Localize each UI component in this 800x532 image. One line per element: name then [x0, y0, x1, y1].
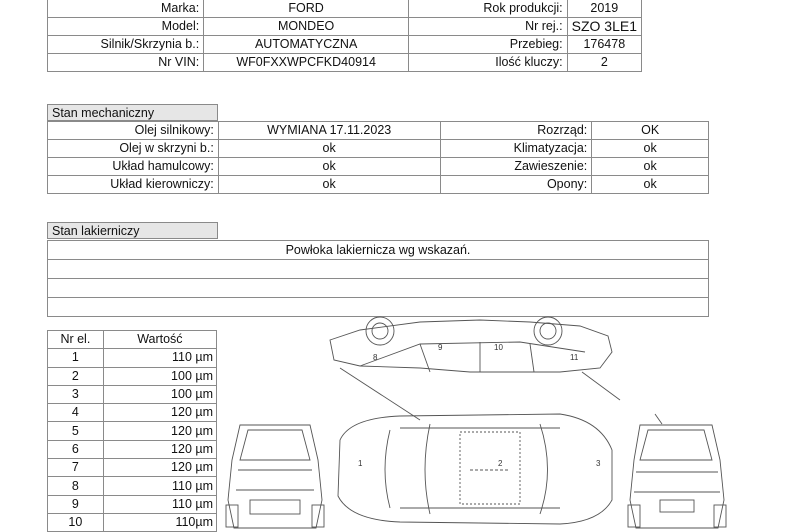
mech-value: ok — [592, 176, 709, 194]
paint-note: Powłoka lakiernicza wg wskazań. — [48, 241, 709, 260]
thickness-value: 110 µm — [103, 495, 216, 513]
engine-label: Silnik/Skrzynia b.: — [48, 36, 204, 54]
element-number: 8 — [48, 477, 104, 495]
mech-label: Olej silnikowy: — [48, 122, 219, 140]
mech-label: Opony: — [440, 176, 592, 194]
mech-label: Rozrząd: — [440, 122, 592, 140]
thickness-value: 120 µm — [103, 422, 216, 440]
reg-value: SZO 3LE1 — [567, 18, 641, 36]
mech-value: OK — [592, 122, 709, 140]
mech-label: Układ hamulcowy: — [48, 158, 219, 176]
mech-label: Zawieszenie: — [440, 158, 592, 176]
keys-label: Ilość kluczy: — [409, 54, 568, 72]
element-number: 7 — [48, 459, 104, 477]
mechanical-section-title: Stan mechaniczny — [47, 104, 218, 121]
car-rear-view — [628, 414, 726, 528]
mech-value: ok — [218, 158, 440, 176]
thickness-value: 120 µm — [103, 404, 216, 422]
col-value-header: Wartość — [103, 331, 216, 349]
year-value: 2019 — [567, 0, 641, 18]
col-nr-header: Nr el. — [48, 331, 104, 349]
diagram-label: 10 — [494, 343, 503, 352]
element-number: 1 — [48, 349, 104, 367]
engine-value: AUTOMATYCZNA — [204, 36, 409, 54]
keys-value: 2 — [567, 54, 641, 72]
element-number: 6 — [48, 440, 104, 458]
year-label: Rok produkcji: — [409, 0, 568, 18]
diagram-label: 2 — [498, 459, 503, 468]
model-label: Model: — [48, 18, 204, 36]
mech-label: Klimatyzacja: — [440, 140, 592, 158]
mech-value: ok — [218, 140, 440, 158]
vin-value: WF0FXXWPCFKD40914 — [204, 54, 409, 72]
car-top-view — [338, 414, 612, 524]
mech-value: ok — [592, 140, 709, 158]
reg-label: Nr rej.: — [409, 18, 568, 36]
model-value: MONDEO — [204, 18, 409, 36]
mech-value: ok — [218, 176, 440, 194]
diagram-label: 8 — [373, 353, 378, 362]
mech-value: WYMIANA 17.11.2023 — [218, 122, 440, 140]
thickness-value: 110 µm — [103, 349, 216, 367]
mech-value: ok — [592, 158, 709, 176]
element-number: 5 — [48, 422, 104, 440]
thickness-value: 100 µm — [103, 385, 216, 403]
car-side-view — [330, 317, 620, 420]
element-number: 2 — [48, 367, 104, 385]
element-number: 9 — [48, 495, 104, 513]
diagram-label: 9 — [438, 343, 443, 352]
thickness-value: 110 µm — [103, 477, 216, 495]
mech-label: Układ kierowniczy: — [48, 176, 219, 194]
element-number: 3 — [48, 385, 104, 403]
thickness-value: 100 µm — [103, 367, 216, 385]
mileage-label: Przebieg: — [409, 36, 568, 54]
make-label: Marka: — [48, 0, 204, 18]
vin-label: Nr VIN: — [48, 54, 204, 72]
thickness-value: 110µm — [103, 513, 216, 531]
thickness-value: 120 µm — [103, 459, 216, 477]
element-number: 10 — [48, 513, 104, 531]
diagram-label: 11 — [570, 353, 579, 362]
mech-label: Olej w skrzyni b.: — [48, 140, 219, 158]
thickness-value: 120 µm — [103, 440, 216, 458]
diagram-label: 1 — [358, 459, 363, 468]
mileage-value: 176478 — [567, 36, 641, 54]
make-value: FORD — [204, 0, 409, 18]
element-number: 4 — [48, 404, 104, 422]
diagram-label: 3 — [596, 459, 601, 468]
paint-section-title: Stan lakierniczy — [47, 222, 218, 239]
car-front-view — [226, 425, 324, 528]
